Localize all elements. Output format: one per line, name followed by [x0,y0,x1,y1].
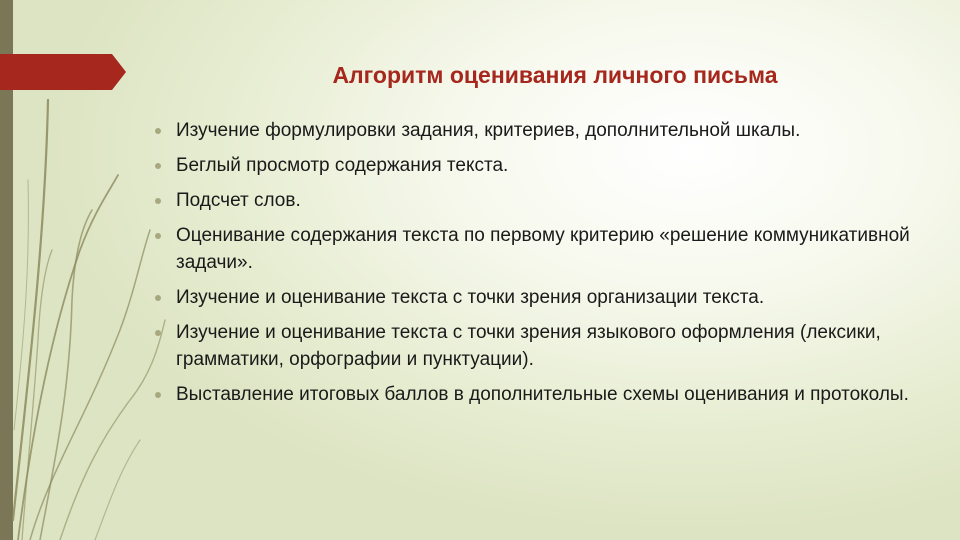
list-item-text: Изучение формулировки задания, критериев, дополнительной шкалы. [176,120,801,141]
list-item-text: Подсчет слов. [176,190,301,211]
bullet-icon [155,198,161,204]
list-item-text: Изучение и оценивание текста с точки зрения языкового оформления (лексики, грамматики, орфографии и пунктуации). [176,322,881,370]
slide-title: Алгоритм оценивания личного письма [332,62,778,88]
bullet-icon [155,128,161,134]
bullet-icon [155,233,161,239]
list-item [155,222,915,276]
bullet-icon [155,163,161,169]
bullet-icon [155,330,161,336]
list-item-text: Изучение и оценивание текста с точки зрения организации текста. [176,287,765,308]
list-item [155,284,915,311]
bullet-list [155,117,915,416]
list-item-text: Беглый просмотр содержания текста. [176,155,509,176]
list-item-text: Оценивание содержания текста по первому критерию «решение коммуникативной задачи». [176,225,910,273]
bullet-icon [155,392,161,398]
list-item [155,187,915,214]
list-item [155,319,915,373]
list-item [155,117,915,144]
list-item-text: Выставление итоговых баллов в дополнительные схемы оценивания и протоколы. [176,384,909,405]
list-item [155,152,915,179]
bullet-icon [155,295,161,301]
list-item [155,381,915,408]
title-arrow-shape [0,0,140,140]
